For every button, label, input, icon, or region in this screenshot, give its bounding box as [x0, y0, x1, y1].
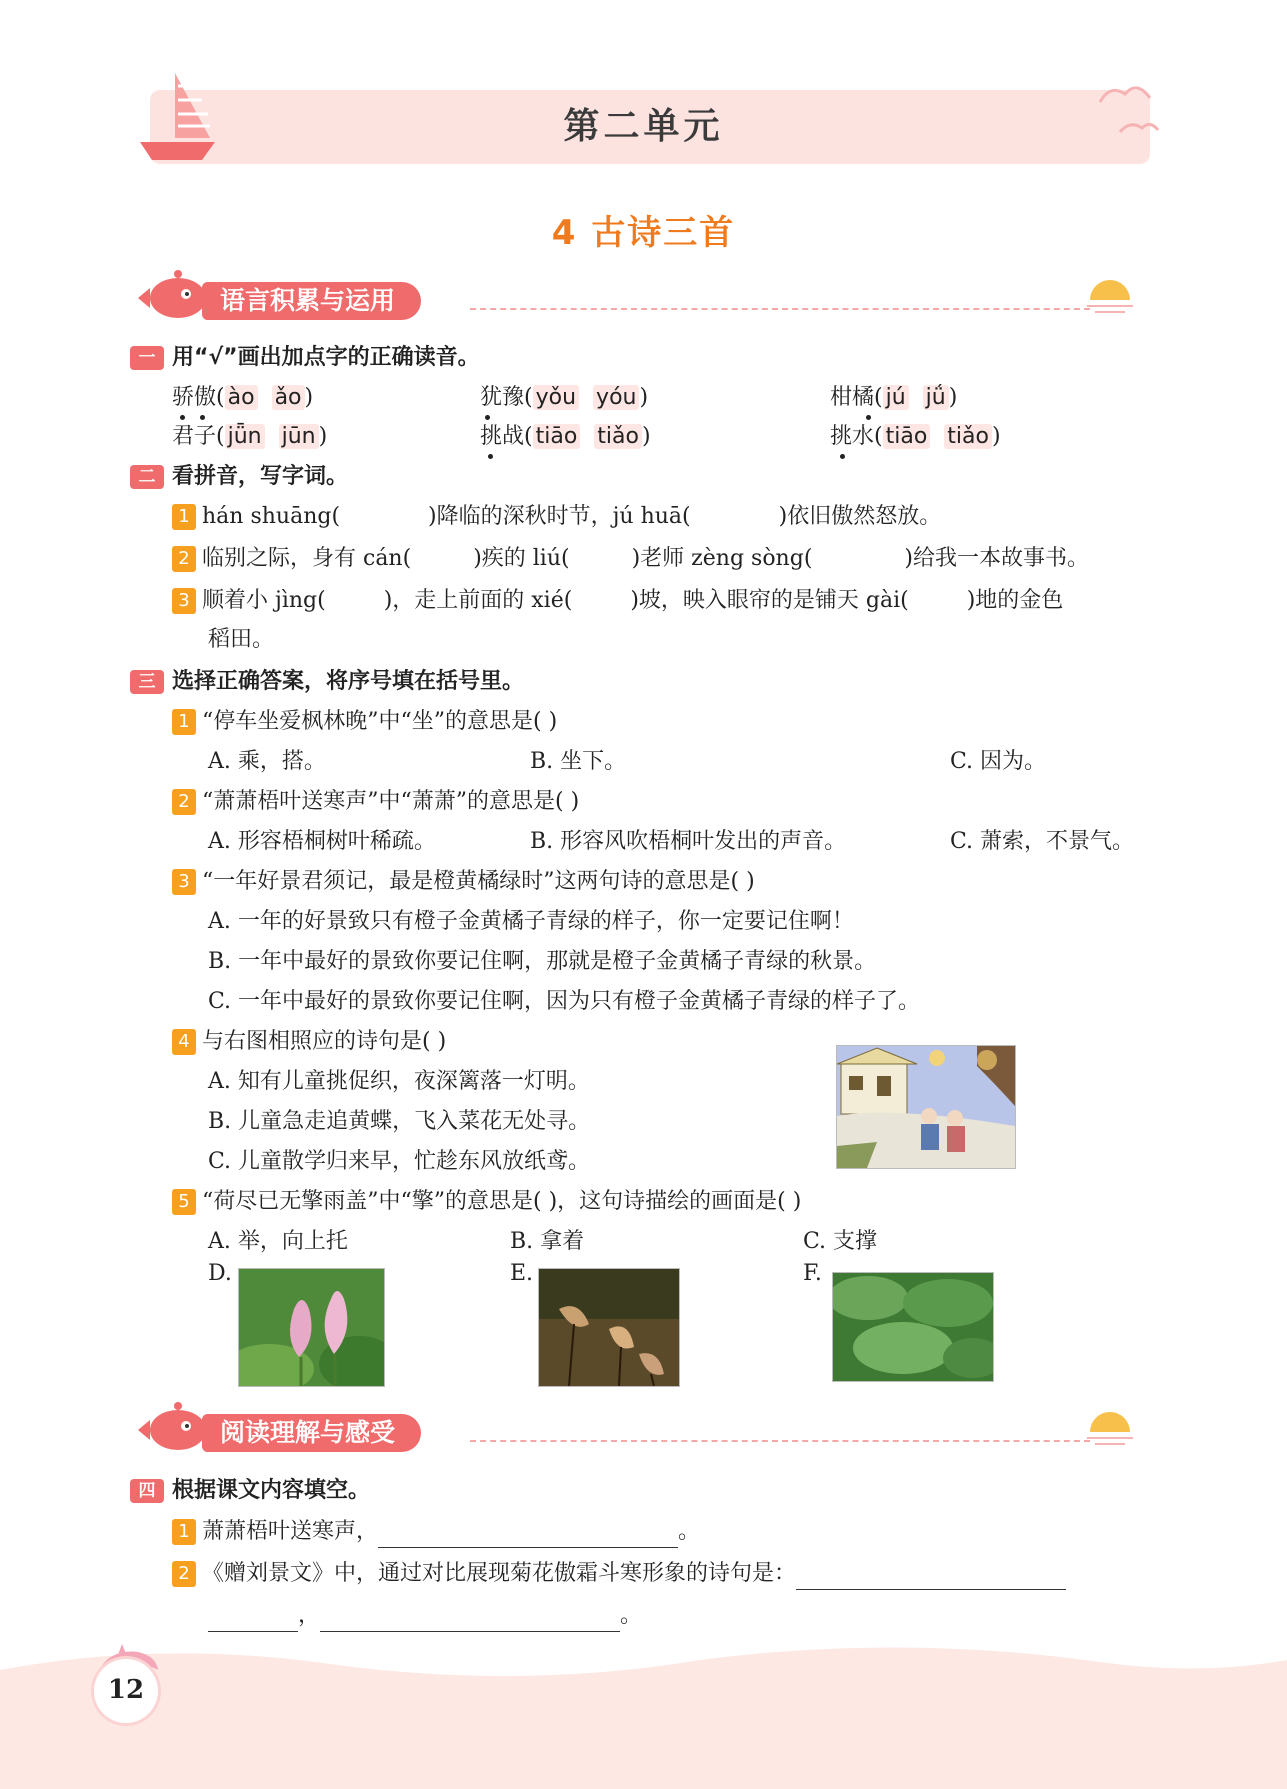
emphasis-dot: [485, 415, 490, 420]
q3-item-5-f: F.: [803, 1261, 822, 1286]
photo-withered-lotus: [538, 1268, 680, 1387]
photo-lotus-buds: [238, 1268, 385, 1387]
question-2-title: 看拼音，写字词。: [172, 464, 349, 489]
fish-icon: [130, 1400, 210, 1458]
q3-item-5-a: A. 举，向上托: [208, 1229, 348, 1254]
question-4-header: [130, 1476, 370, 1506]
q1-item-6: 挑水( tiāo tiǎo ): [830, 424, 1001, 449]
q3-item-4-a: A. 知有儿童挑促织，夜深篱落一灯明。: [208, 1069, 590, 1094]
fish-icon: [130, 268, 210, 326]
section-title-reading: 阅读理解与感受: [202, 1414, 421, 1452]
q3-item-3-b: B. 一年中最好的景致你要记住啊，那就是橙子金黄橘子青绿的秋景。: [208, 949, 877, 974]
question-1-header: [130, 343, 480, 373]
question-badge: 二: [130, 465, 164, 489]
emphasis-dot: [488, 454, 493, 459]
photo-lotus-leaves: [832, 1272, 994, 1382]
answer-blank[interactable]: [320, 1605, 620, 1632]
q4-line-1: 1 萧萧梧叶送寒声， 。: [172, 1516, 700, 1548]
q1-item-3: 柑橘( jú jǘ ): [830, 385, 958, 410]
question-4-title: 根据课文内容填空。: [172, 1478, 371, 1503]
section-banner-reading: [130, 1414, 1140, 1454]
question-1-title: 用“√”画出加点字的正确读音。: [172, 345, 480, 370]
emphasis-dot: [866, 415, 871, 420]
emphasis-dot: [200, 415, 205, 420]
q3-item-2-b: B. 形容风吹梧桐叶发出的声音。: [530, 829, 847, 854]
emphasis-dot: [840, 454, 845, 459]
q3-item-5-b: B. 拿着: [510, 1229, 585, 1254]
q1-item-1: 骄傲( ào ǎo ): [172, 385, 314, 410]
illustration-children-kite: [836, 1045, 1016, 1169]
question-badge: 一: [130, 346, 164, 370]
q3-item-5-d: D.: [208, 1261, 232, 1286]
answer-blank[interactable]: [208, 1605, 298, 1632]
sunset-icon: [1085, 276, 1135, 316]
question-3-header: [130, 667, 524, 697]
footer-wave: [0, 1640, 1287, 1789]
q3-item-4-b: B. 儿童急走追黄蝶，飞入菜花无处寻。: [208, 1109, 591, 1134]
page-number: 12: [107, 1675, 145, 1705]
q4-line-2: 2 《赠刘景文》中，通过对比展现菊花傲霜斗寒形象的诗句是：: [172, 1558, 1066, 1590]
answer-blank[interactable]: [796, 1563, 1066, 1590]
q3-item-2-a: A. 形容梧桐树叶稀疏。: [208, 829, 436, 854]
q3-item-3-a: A. 一年的好景致只有橙子金黄橘子青绿的样子，你一定要记住啊！: [208, 909, 854, 934]
section-banner-language: [130, 282, 1140, 322]
q3-item-5-c: C. 支撑: [803, 1229, 878, 1254]
q3-item-5: 5 “荷尽已无擎雨盖”中“擎”的意思是( )，这句诗描绘的画面是( ): [172, 1186, 801, 1218]
q3-item-5-e: E.: [510, 1261, 534, 1286]
q2-line-1: 1 hán shuāng( )降临的深秋时节，jú huā( )依旧傲然怒放。: [172, 501, 941, 533]
q1-item-2: 犹豫( yǒu yóu ): [480, 385, 649, 410]
lesson-title: 4 古诗三首: [551, 213, 736, 253]
q3-item-4-c: C. 儿童散学归来早，忙趁东风放纸鸢。: [208, 1149, 591, 1174]
question-badge: 四: [130, 1479, 164, 1503]
emphasis-dot: [180, 415, 185, 420]
question-3-title: 选择正确答案，将序号填在括号里。: [172, 669, 525, 694]
q1-item-5: 挑战( tiāo tiǎo ): [480, 424, 651, 449]
q3-item-4: 4 与右图相照应的诗句是( ): [172, 1026, 446, 1058]
q3-item-1-c: C. 因为。: [950, 749, 1047, 774]
question-badge: 三: [130, 670, 164, 694]
section-divider: [470, 308, 1090, 310]
q3-item-1-b: B. 坐下。: [530, 749, 627, 774]
question-2-header: [130, 462, 348, 492]
q2-line-3-cont: 稻田。: [208, 627, 275, 652]
sunset-icon: [1085, 1408, 1135, 1448]
section-title-language: 语言积累与运用: [202, 282, 421, 320]
q2-line-2: 2 临别之际，身有 cán( )疾的 liú( )老师 zèng sòng( )给我一本故事书。: [172, 543, 1089, 575]
q1-item-4: 君子( jǖn jūn ): [172, 424, 328, 449]
answer-blank[interactable]: [378, 1521, 678, 1548]
q3-item-3-c: C. 一年中最好的景致你要记住啊，因为只有橙子金黄橘子青绿的样子了。: [208, 989, 921, 1014]
section-divider: [470, 1440, 1090, 1442]
q3-item-2: 2 “萧萧梧叶送寒声”中“萧萧”的意思是( ): [172, 786, 579, 818]
unit-title: 第二单元: [563, 106, 724, 147]
q3-item-1: 1 “停车坐爱枫林晚”中“坐”的意思是( ): [172, 706, 557, 738]
q3-item-3: 3 “一年好景君须记，最是橙黄橘绿时”这两句诗的意思是( ): [172, 866, 755, 898]
q3-item-1-a: A. 乘，搭。: [208, 749, 326, 774]
q4-line-2-cont: ， 。: [208, 1600, 642, 1632]
q3-item-2-c: C. 萧索，不景气。: [950, 829, 1135, 854]
q2-line-3: 3 顺着小 jìng( )，走上前面的 xié( )坡，映入眼帘的是铺天 gài( )地的金色: [172, 585, 1063, 617]
